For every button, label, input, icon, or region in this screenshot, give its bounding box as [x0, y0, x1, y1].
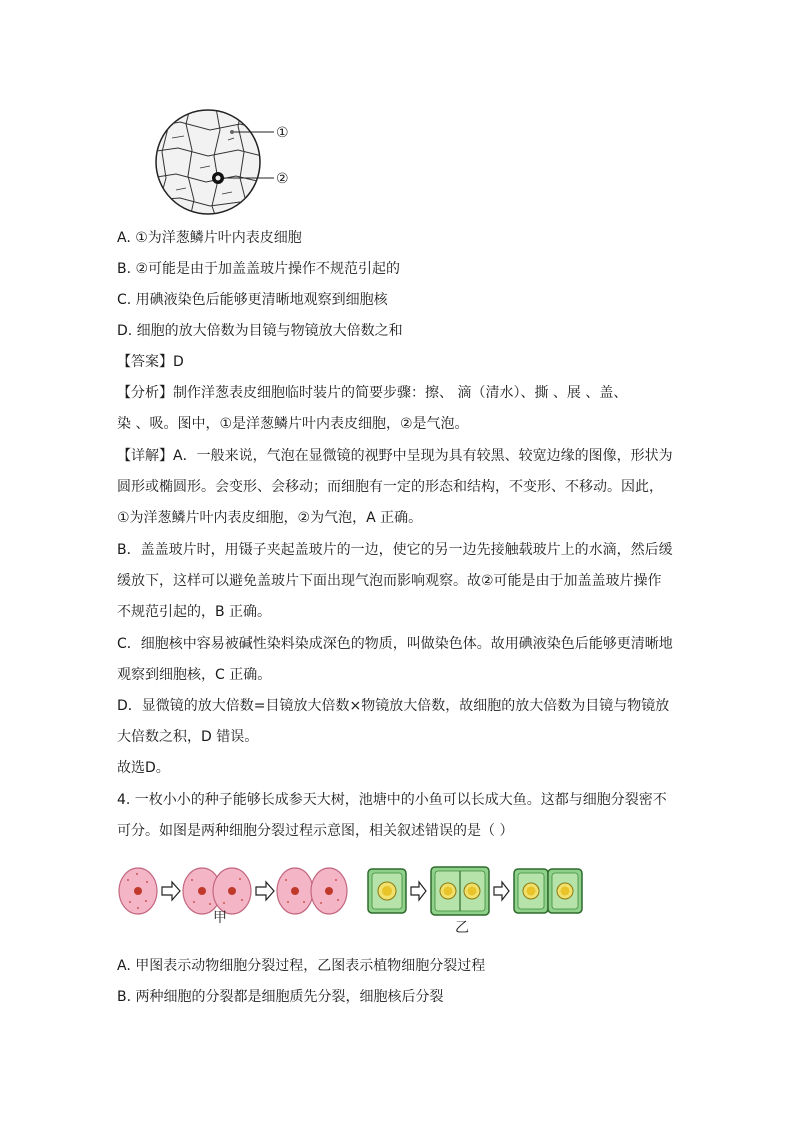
- q3-option-a: A. ①为洋葱鳞片叶内表皮细胞: [117, 230, 302, 246]
- q3-answer: 【答案】D: [117, 354, 184, 370]
- q3-option-d: D. 细胞的放大倍数为目镜与物镜放大倍数之和: [117, 323, 403, 339]
- q3-detail-4: B．盖盖玻片时，用镊子夹起盖玻片的一边，使它的另一边先接触载玻片上的水滴，然后缓: [117, 542, 673, 558]
- cell-division-figure: [118, 862, 588, 938]
- q3-analysis-2: 染 、吸。图中，①是洋葱鳞片叶内表皮细胞，②是气泡。: [117, 416, 469, 432]
- q3-analysis-1: 【分析】制作洋葱表皮细胞临时装片的简要步骤：擦、 滴（清水）、撕 、展 、盖、: [117, 385, 628, 401]
- q3-detail-10: 大倍数之积，D 错误。: [117, 729, 259, 745]
- q4-option-b: B. 两种细胞的分裂都是细胞质先分裂，细胞核后分裂: [117, 989, 444, 1005]
- q3-option-b: B. ②可能是由于加盖盖玻片操作不规范引起的: [117, 261, 401, 277]
- label-1: ①: [276, 125, 289, 141]
- q3-detail-9: D．显微镜的放大倍数=目镜放大倍数×物镜放大倍数，故细胞的放大倍数为目镜与物镜放: [117, 698, 670, 714]
- q3-detail-5: 缓放下，这样可以避免盖玻片下面出现气泡而影响观察。故②可能是由于加盖盖玻片操作: [117, 573, 662, 589]
- microscope-view-figure: [150, 108, 310, 218]
- q3-detail-1: 【详解】A．一般来说，气泡在显微镜的视野中呈现为具有较黑、较宽边缘的图像，形状为: [117, 448, 673, 464]
- label-2: ②: [276, 171, 289, 187]
- q3-detail-8: 观察到细胞核，C 正确。: [117, 667, 272, 683]
- q3-option-c: C. 用碘液染色后能够更清晰地观察到细胞核: [117, 292, 388, 308]
- label-yi: 乙: [455, 920, 469, 936]
- q3-detail-7: C．细胞核中容易被碱性染料染成深色的物质，叫做染色体。故用碘液染色后能够更清晰地: [117, 636, 673, 652]
- animal-cell-division: [119, 868, 347, 926]
- q3-detail-11: 故选D。: [117, 760, 170, 776]
- q3-detail-3: ①为洋葱鳞片叶内表皮细胞，②为气泡，A 正确。: [117, 510, 423, 526]
- label-jia: 甲: [213, 910, 227, 926]
- q4-stem-1: 4. 一枚小小的种子能够长成参天大树，池塘中的小鱼可以长成大鱼。这都与细胞分裂密不: [117, 792, 667, 808]
- q4-option-a: A. 甲图表示动物细胞分裂过程，乙图表示植物细胞分裂过程: [117, 958, 486, 974]
- q3-detail-2: 圆形或椭圆形。会变形、会移动；而细胞有一定的形态和结构，不变形、不移动。因此，: [117, 479, 663, 495]
- plant-cell-division: [368, 867, 582, 936]
- q3-detail-6: 不规范引起的，B 正确。: [117, 604, 272, 620]
- q4-stem-2: 可分。如图是两种细胞分裂过程示意图，相关叙述错误的是（ ）: [117, 823, 514, 839]
